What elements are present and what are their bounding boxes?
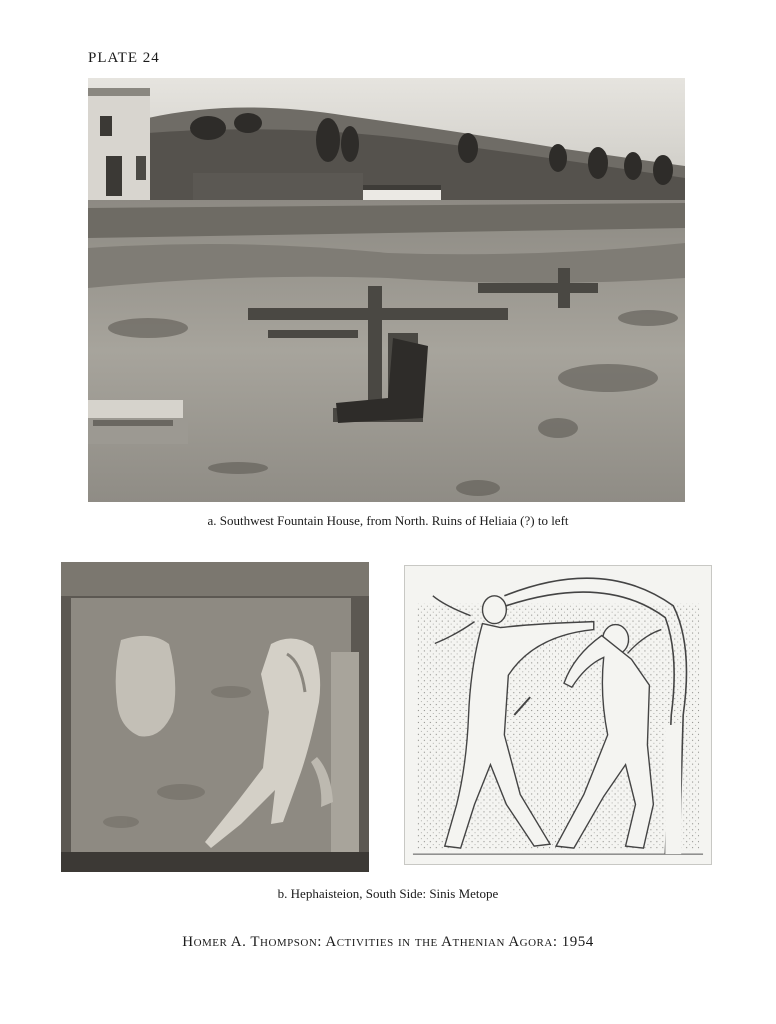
caption-b: b. Hephaisteion, South Side: Sinis Metope [277, 886, 499, 901]
drawing-metope-reconstruction [404, 565, 712, 865]
photo-fountain-house [88, 78, 685, 502]
photo-metope [61, 562, 369, 872]
running-footer: Homer A. Thompson: Activities in the Athenian Agora: 1954 [182, 934, 594, 950]
caption-a: a. Southwest Fountain House, from North. Ruins of Heliaia (?) to left [207, 513, 569, 528]
plate-label: PLATE 24 [88, 50, 160, 66]
